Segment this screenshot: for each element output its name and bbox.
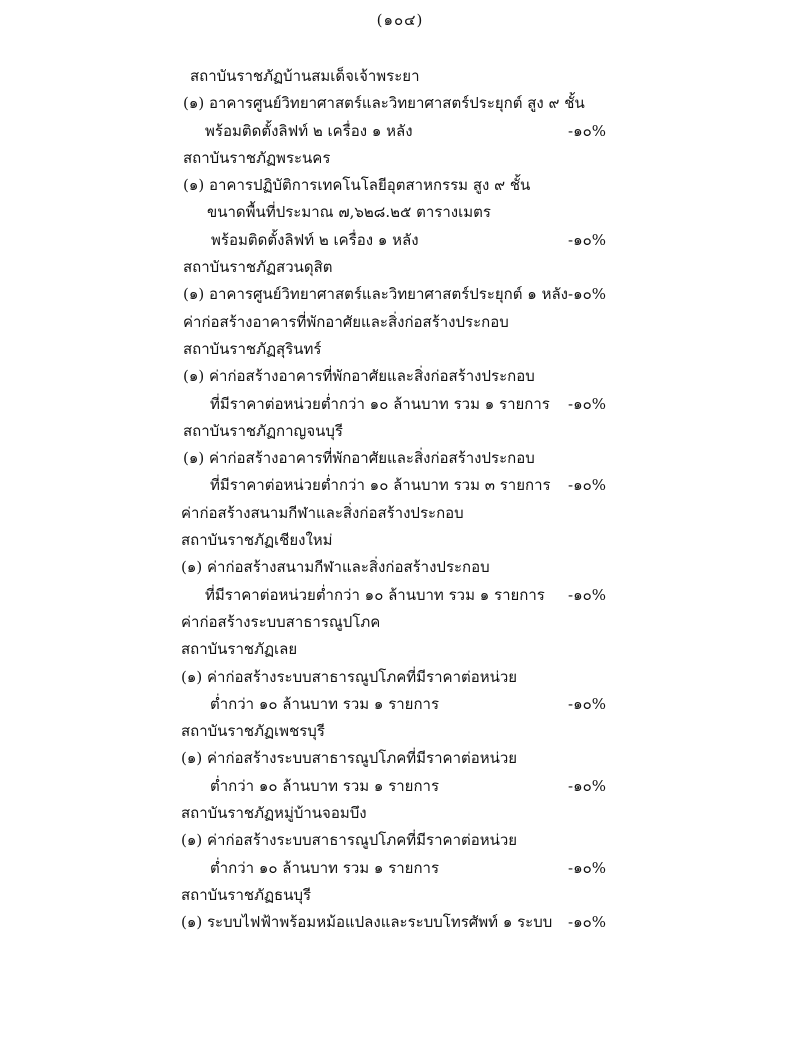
line-text: (๑) อาคารศูนย์วิทยาศาสตร์และวิทยาศาสตร์ประยุกต์ ๑ หลัง	[183, 285, 568, 304]
list-item	[0, 664, 800, 691]
line-text: ขนาดพื้นที่ประมาณ ๗,๖๒๘.๒๕ ตารางเมตร	[207, 203, 491, 222]
list-item	[0, 363, 800, 390]
list-item	[0, 90, 800, 117]
line-text: (๑) ค่าก่อสร้างอาคารที่พักอาศัยและสิ่งก่อสร้างประกอบ	[183, 449, 535, 468]
page-number: (๑๐๔)	[376, 11, 424, 29]
percent-change: -๑๐%	[568, 858, 606, 877]
percent-change: -๑๐%	[568, 694, 606, 713]
list-item-continuation	[0, 472, 800, 499]
line-text: (๑) ค่าก่อสร้างระบบสาธารณูปโภคที่มีราคาต่อหน่วย	[181, 831, 518, 850]
line-text: สถาบันราชภัฏสุรินทร์	[183, 339, 322, 358]
list-item	[0, 827, 800, 854]
line-text: สถาบันราชภัฏพระนคร	[183, 148, 331, 167]
institute-heading	[0, 254, 800, 281]
line-text: สถาบันราชภัฏบ้านสมเด็จเจ้าพระยา	[190, 67, 420, 85]
list-item	[0, 281, 800, 308]
institute-heading	[0, 527, 800, 554]
percent-change: -๑๐%	[568, 121, 606, 140]
line-text: สถาบันราชภัฏเลย	[181, 640, 298, 659]
line-text: (๑) ค่าก่อสร้างระบบสาธารณูปโภคที่มีราคาต่อหน่วย	[181, 749, 518, 768]
percent-change: -๑๐%	[568, 394, 606, 413]
line-text: ที่มีราคาต่อหน่วยต่ำกว่า ๑๐ ล้านบาท รวม ๓ รายการ	[210, 476, 551, 495]
category-heading	[0, 309, 800, 336]
percent-change: -๑๐%	[568, 585, 606, 604]
line-text: ค่าก่อสร้างสนามกีฬาและสิ่งก่อสร้างประกอบ	[181, 503, 464, 522]
list-item	[0, 445, 800, 472]
line-text: ค่าก่อสร้างระบบสาธารณูปโภค	[181, 612, 381, 631]
line-text: (๑) ค่าก่อสร้างสนามกีฬาและสิ่งก่อสร้างประกอบ	[181, 558, 490, 577]
list-item-continuation	[0, 199, 800, 226]
category-heading	[0, 609, 800, 636]
institute-heading	[0, 636, 800, 663]
list-item-continuation	[0, 773, 800, 800]
line-text: ที่มีราคาต่อหน่วยต่ำกว่า ๑๐ ล้านบาท รวม ๑ รายการ	[210, 394, 550, 413]
line-text: พร้อมติดตั้งลิฟท์ ๒ เครื่อง ๑ หลัง	[205, 121, 413, 140]
list-item	[0, 554, 800, 581]
line-text: (๑) อาคารศูนย์วิทยาศาสตร์และวิทยาศาสตร์ประยุกต์ สูง ๙ ชั้น	[183, 94, 585, 113]
list-item	[0, 745, 800, 772]
institute-heading	[0, 63, 800, 90]
percent-change: -๑๐%	[568, 476, 606, 495]
line-text: (๑) ค่าก่อสร้างระบบสาธารณูปโภคที่มีราคาต่อหน่วย	[181, 667, 518, 686]
institute-heading	[0, 718, 800, 745]
percent-change: -๑๐%	[568, 913, 606, 932]
list-item-continuation	[0, 691, 800, 718]
percent-change: -๑๐%	[568, 230, 606, 249]
line-text: พร้อมติดตั้งลิฟท์ ๒ เครื่อง ๑ หลัง	[211, 230, 419, 249]
institute-heading	[0, 145, 800, 172]
list-item-continuation	[0, 855, 800, 882]
institute-heading	[0, 882, 800, 909]
line-text: สถาบันราชภัฏหมู่บ้านจอมบึง	[181, 804, 367, 823]
list-item	[0, 909, 800, 936]
line-text: ต่ำกว่า ๑๐ ล้านบาท รวม ๑ รายการ	[210, 858, 440, 877]
line-text: สถาบันราชภัฏธนบุรี	[181, 885, 312, 904]
list-item-continuation	[0, 582, 800, 609]
list-item-continuation	[0, 227, 800, 254]
line-text: ต่ำกว่า ๑๐ ล้านบาท รวม ๑ รายการ	[210, 776, 440, 795]
line-text: สถาบันราชภัฏสวนดุสิต	[183, 258, 333, 277]
document-body	[0, 63, 800, 937]
institute-heading	[0, 800, 800, 827]
list-item	[0, 172, 800, 199]
line-text: (๑) ระบบไฟฟ้าพร้อมหม้อแปลงและระบบโทรศัพท์ ๑ ระบบ	[181, 913, 553, 932]
line-text: สถาบันราชภัฏเพชรบุรี	[181, 722, 325, 741]
institute-heading	[0, 336, 800, 363]
line-text: (๑) อาคารปฏิบัติการเทคโนโลยีอุตสาหกรรม สูง ๙ ชั้น	[183, 176, 531, 195]
list-item-continuation	[0, 391, 800, 418]
percent-change: -๑๐%	[568, 776, 606, 795]
line-text: ค่าก่อสร้างอาคารที่พักอาศัยและสิ่งก่อสร้างประกอบ	[183, 312, 509, 331]
line-text: ต่ำกว่า ๑๐ ล้านบาท รวม ๑ รายการ	[210, 694, 440, 713]
percent-change: -๑๐%	[568, 285, 606, 304]
line-text: สถาบันราชภัฏกาญจนบุรี	[183, 421, 343, 440]
list-item-continuation	[0, 118, 800, 145]
category-heading	[0, 500, 800, 527]
institute-heading	[0, 418, 800, 445]
line-text: สถาบันราชภัฏเชียงใหม่	[181, 531, 333, 550]
line-text: (๑) ค่าก่อสร้างอาคารที่พักอาศัยและสิ่งก่อสร้างประกอบ	[183, 367, 535, 386]
line-text: ที่มีราคาต่อหน่วยต่ำกว่า ๑๐ ล้านบาท รวม ๑ รายการ	[205, 585, 545, 604]
